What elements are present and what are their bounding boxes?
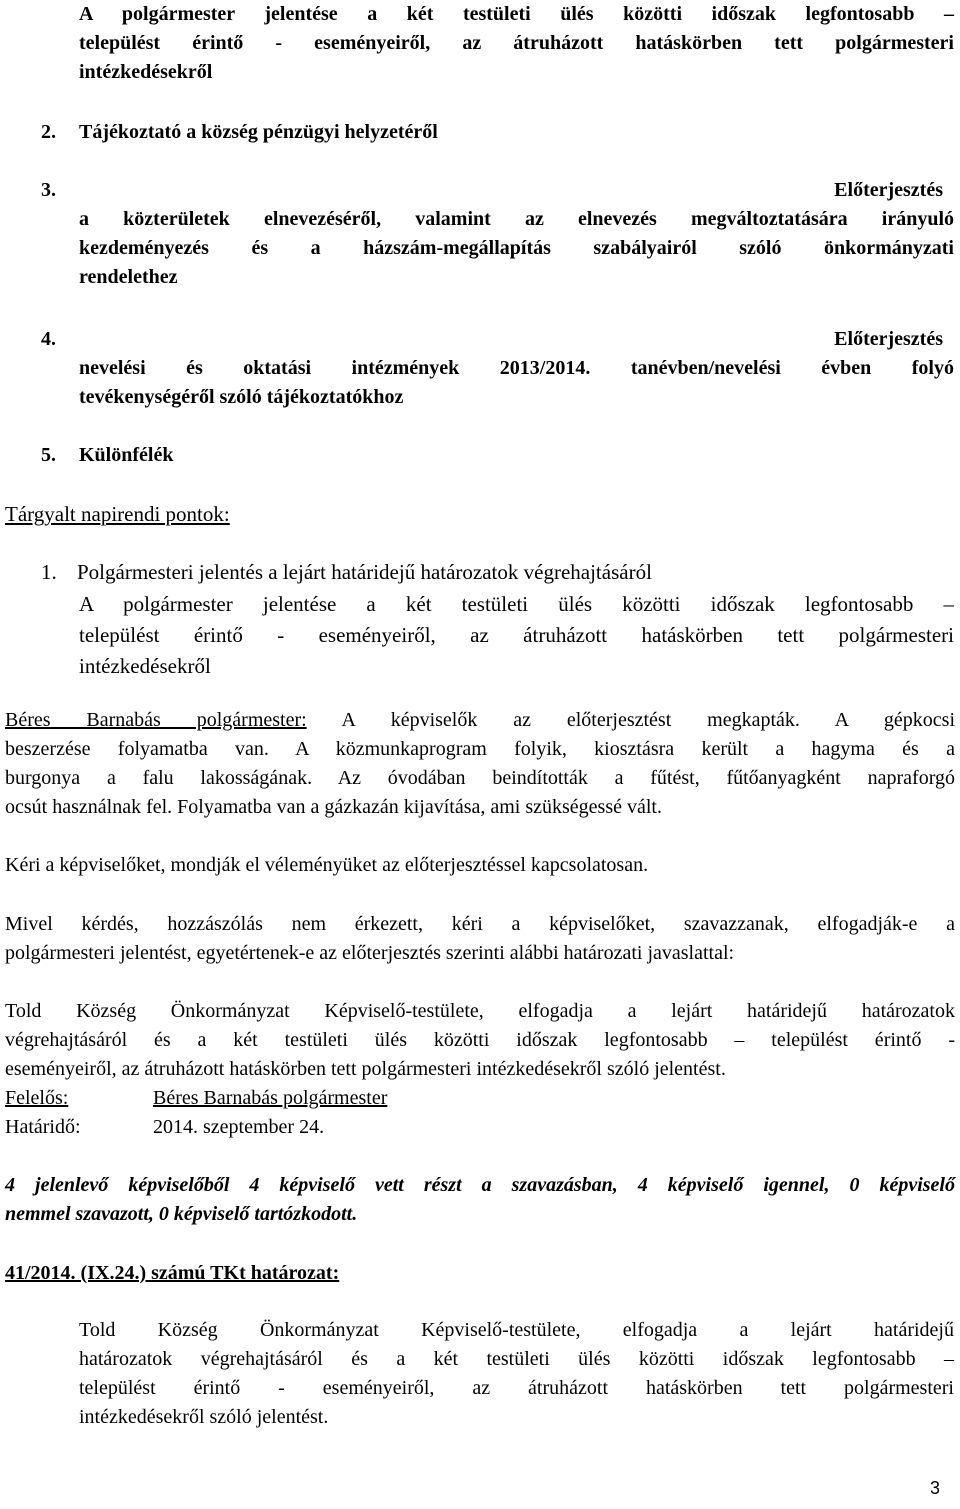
agenda-number: 3. xyxy=(41,179,56,201)
agenda-heading: Előterjesztés xyxy=(834,179,943,201)
paragraph-request xyxy=(5,851,955,880)
text-line: burgonya a falu lakosságának. Az óvodában beindították a fűtést, fűtőanyagként napraforgó xyxy=(5,767,955,789)
text-line: Told Község Önkormányzat Képviselő-testülete, elfogadja a lejárt határidejű xyxy=(79,1319,954,1341)
text-line: települést érintő - eseményeiről, az átruházott hatáskörben tett polgármesteri xyxy=(79,1377,954,1399)
text-line: eseményeiről, az átruházott hatáskörben tett polgármesteri intézkedésekről szóló jelentést. xyxy=(5,1058,726,1080)
paragraph-proposal xyxy=(5,997,955,1084)
agenda-number: 2. xyxy=(41,121,56,143)
text-line: Mivel kérdés, hozzászólás nem érkezett, kéri a képviselőket, szavazzanak, elfogadják-e a xyxy=(5,913,955,935)
text-line: települést érintő - eseményeiről, az átruházott hatáskörben tett polgármesteri xyxy=(79,623,954,647)
speaker-name: Béres Barnabás polgármester: xyxy=(5,709,307,731)
text-line: ocsút használnak fel. Folyamatba van a gázkazán kijavítása, ami szükségessé vált. xyxy=(5,796,662,818)
text-line: intézkedésekről xyxy=(79,654,211,678)
agenda-text: Különfélék xyxy=(79,444,174,466)
text-line: tevékenységéről szóló tájékoztatókhoz xyxy=(79,386,404,408)
responsible-row xyxy=(5,1084,605,1113)
text-line xyxy=(5,706,955,735)
agenda-heading: Előterjesztés xyxy=(834,328,943,350)
responsible-value: Béres Barnabás polgármester xyxy=(153,1087,388,1109)
text-line: intézkedésekről szóló jelentést. xyxy=(79,1406,329,1428)
vote-result xyxy=(5,1171,955,1229)
agenda-item1-continuation xyxy=(79,0,954,87)
text-span: A képviselők az előterjesztést megkapták. A gépkocsi xyxy=(306,709,955,731)
agenda-text: Tájékoztató a község pénzügyi helyzetéről xyxy=(79,121,438,143)
deadline-label: Határidő: xyxy=(5,1116,81,1138)
agenda-item2 xyxy=(41,118,951,147)
agenda-item3-text xyxy=(79,205,954,292)
agenda-item4-header xyxy=(41,325,943,354)
text-line: beszerzése folyamatba van. A közmunkaprogram folyik, kiosztásra került a hagyma és a xyxy=(5,738,955,760)
text-line: a közterületek elnevezéséről, valamint az elnevezés megváltoztatására irányuló xyxy=(79,208,954,230)
item-title: Polgármesteri jelentés a lejárt határidejű határozatok végrehajtásáról xyxy=(77,560,652,584)
text-line: végrehajtásáról és a két testületi ülés közötti időszak legfontosabb – települést érintő - xyxy=(5,1029,955,1051)
agenda-item3-header xyxy=(41,176,943,205)
text-line: Told Község Önkormányzat Képviselő-testülete, elfogadja a lejárt határidejű határozatok xyxy=(5,1000,955,1022)
agenda-number: 5. xyxy=(41,444,56,466)
item-number: 1. xyxy=(41,560,57,584)
text-line: A polgármester jelentése a két testületi ülés közötti időszak legfontosabb – xyxy=(79,592,954,616)
text-line: A polgármester jelentése a két testületi ülés közötti időszak legfontosabb – xyxy=(79,3,954,25)
discussed-item1-sub xyxy=(79,589,954,682)
text-line: intézkedésekről xyxy=(79,61,213,83)
agenda-item4-text xyxy=(79,354,954,412)
agenda-item5 xyxy=(41,441,441,470)
paragraph-mayor-report xyxy=(5,706,955,822)
text-line: nevelési és oktatási intézmények 2013/2014. tanévben/nevelési évben folyó xyxy=(79,357,954,379)
deadline-value: 2014. szeptember 24. xyxy=(153,1116,325,1138)
deadline-row xyxy=(5,1113,605,1142)
responsible-label: Felelős: xyxy=(5,1087,69,1109)
text-line: Kéri a képviselőket, mondják el véleményüket az előterjesztéssel kapcsolatosan. xyxy=(5,854,649,876)
discussed-item1-title xyxy=(41,558,951,587)
text-line: 4 jelenlevő képviselőből 4 képviselő vett részt a szavazásban, 4 képviselő igennel, 0 képviselő xyxy=(5,1174,955,1196)
text-line: nemmel szavazott, 0 képviselő tartózkodott. xyxy=(5,1203,358,1225)
resolution-text xyxy=(79,1316,954,1432)
text-line: határozatok végrehajtásáról és a két testületi ülés közötti időszak legfontosabb – xyxy=(79,1348,954,1370)
resolution-title: 41/2014. (IX.24.) számú TKt határozat: xyxy=(5,1262,340,1284)
text-line: rendelethez xyxy=(79,266,178,288)
agenda-number: 4. xyxy=(41,328,56,350)
discussed-heading: Tárgyalt napirendi pontok: xyxy=(5,502,230,526)
text-line: települést érintő - eseményeiről, az átruházott hatáskörben tett polgármesteri xyxy=(79,32,954,54)
page-number: 3 xyxy=(930,1478,941,1498)
paragraph-vote-call xyxy=(5,910,955,968)
text-line: polgármesteri jelentést, egyetértenek-e az előterjesztés szerinti alábbi határozati javaslattal: xyxy=(5,942,735,964)
text-line: kezdeményezés és a házszám-megállapítás szabályairól szóló önkormányzati xyxy=(79,237,954,259)
